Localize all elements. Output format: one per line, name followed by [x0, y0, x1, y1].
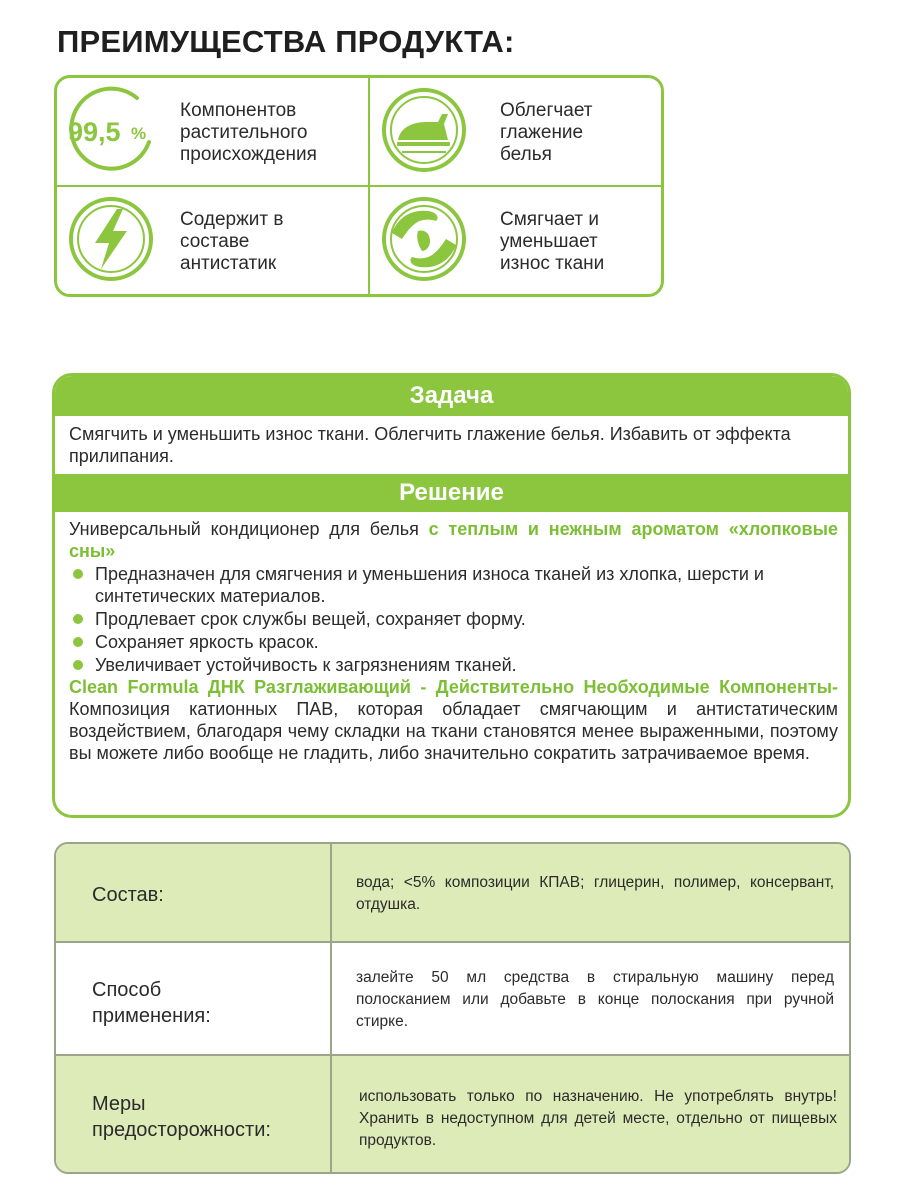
list-item: [69, 563, 838, 607]
list-item-text: Предназначен для смягчения и уменьшения износа тканей из хлопка, шерсти и синтетических материалов.: [95, 564, 764, 606]
bullet-icon: [73, 569, 83, 579]
benefit-plant-components: [57, 78, 357, 182]
percent-value: 99,5: [68, 117, 121, 147]
solution-outro: [69, 676, 838, 764]
task-solution-block: [52, 373, 851, 818]
intro-highlight: с теплым и нежным ароматом «хлопковые сны»: [69, 519, 838, 561]
row-label-usage: Способ применения:: [92, 979, 211, 1027]
outro-text: Композиция катионных ПАВ, которая обладает смягчающим и антистатическим воздействием, благодаря чему складки на ткани становятся менее выраженными, поэтому вы можете либо вообще не гладить, либо значительно сократить затрачиваемое время.: [69, 699, 838, 763]
task-heading: Задача: [55, 376, 848, 416]
table-column-divider: [330, 844, 332, 1172]
list-item-text: Сохраняет яркость красок.: [95, 632, 319, 652]
row-value-composition: вода; <5% композиции КПАВ; глицерин, полимер, консервант, отдушка.: [356, 874, 834, 913]
list-item: [69, 631, 838, 653]
solution-heading: Решение: [55, 474, 848, 512]
list-item: [69, 654, 838, 676]
intro-text: Универсальный кондиционер для белья: [69, 519, 429, 539]
benefit-antistatic: [57, 187, 357, 291]
benefit-easy-ironing: [370, 78, 670, 182]
page-title: ПРЕИМУЩЕСТВА ПРОДУКТА:: [57, 24, 515, 59]
benefit-softening: [370, 187, 670, 291]
list-item: [69, 608, 838, 630]
row-label-precautions: Меры предосторожности:: [92, 1093, 271, 1141]
lightning-icon: [65, 193, 157, 285]
task-text: Смягчить и уменьшить износ ткани. Облегчить глажение белья. Избавить от эффекта прилипания.: [69, 424, 791, 466]
row-label-composition: Состав:: [92, 884, 164, 906]
bullet-icon: [73, 614, 83, 624]
table-row: [56, 1056, 849, 1174]
benefit-label: Облегчает глажение белья: [500, 100, 593, 165]
bullet-icon: [73, 637, 83, 647]
iron-icon: [378, 84, 470, 176]
percent-sign: %: [131, 124, 147, 143]
table-row: [56, 844, 849, 941]
table-row: [56, 941, 849, 1056]
list-item-text: Увеличивает устойчивость к загрязнениям тканей.: [95, 655, 517, 675]
row-value-precautions: использовать только по назначению. Не употреблять внутрь! Хранить в недоступном для детей месте, отдельно от пищевых продуктов.: [359, 1088, 837, 1149]
benefit-label: Компонентов растительного происхождения: [180, 100, 317, 165]
hands-care-icon: [378, 193, 470, 285]
product-info-table: [54, 842, 851, 1174]
benefit-label: Смягчает и уменьшает износ ткани: [500, 209, 605, 274]
outro-highlight: Clean Formula ДНК Разглаживающий - Действительно Необходимые Компоненты-: [69, 677, 838, 697]
row-value-usage: залейте 50 мл средства в стиральную машину перед полосканием или добавьте в конце полоскания при ручной стирке.: [356, 969, 834, 1030]
solution-bullet-list: [69, 563, 838, 676]
solution-body: [69, 518, 838, 764]
bullet-icon: [73, 660, 83, 670]
percent-995-icon: [65, 84, 157, 176]
list-item-text: Продлевает срок службы вещей, сохраняет форму.: [95, 609, 526, 629]
benefit-label: Содержит в составе антистатик: [180, 209, 284, 274]
solution-intro: [69, 518, 838, 562]
benefits-grid: [54, 75, 664, 297]
